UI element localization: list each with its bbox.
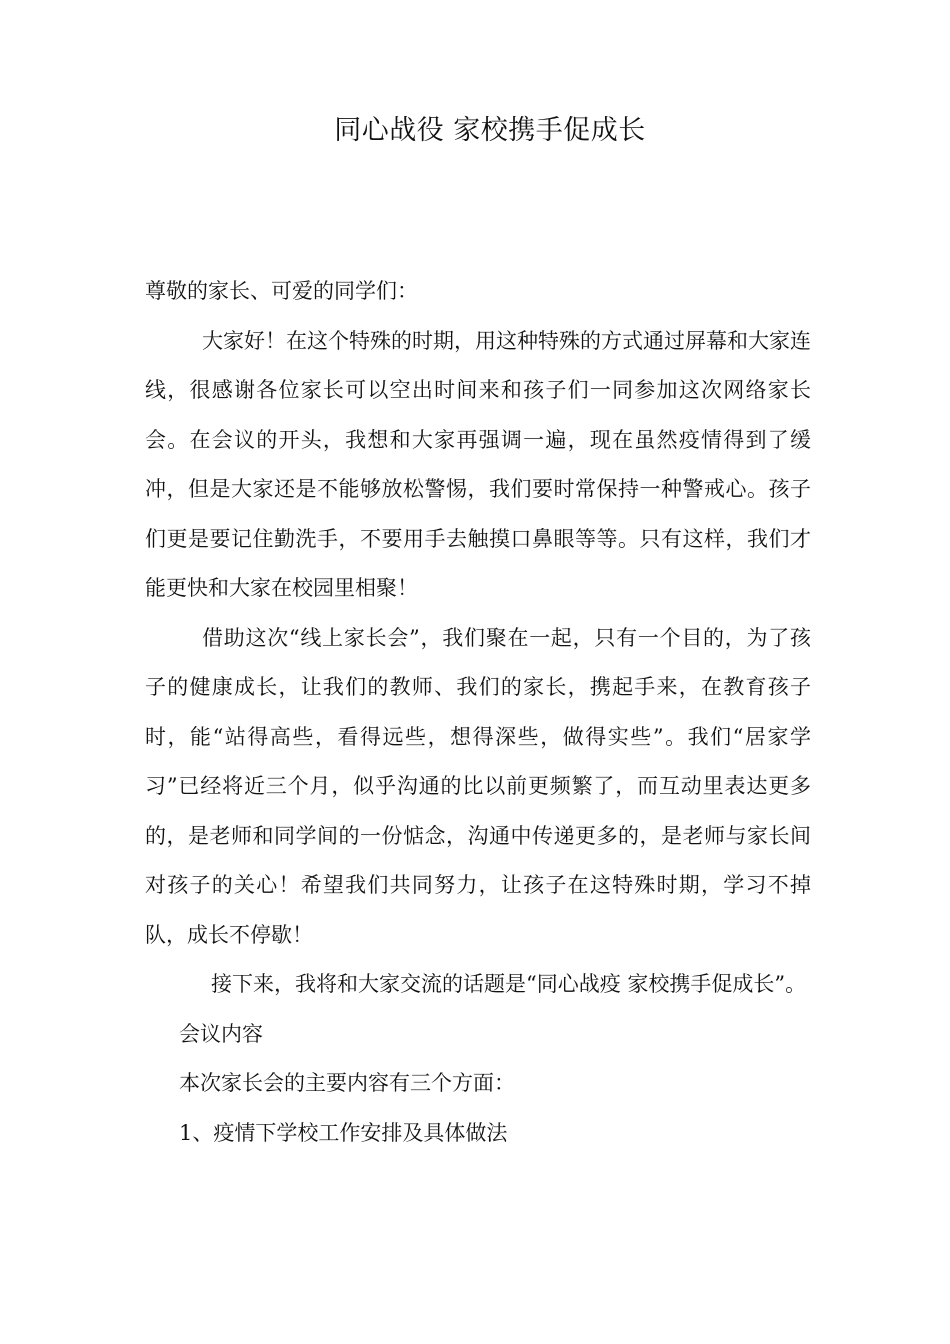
document-body xyxy=(145,267,811,1158)
list-item: 1、疫情下学校工作安排及具体做法 xyxy=(179,1120,508,1145)
document-title: 同心战役 家校携手促成长 xyxy=(334,115,646,146)
section-heading: 会议内容 xyxy=(179,1021,263,1046)
paragraph-3: 接下来，我将和大家交流的话题是“同心战疫 家校携手促成长”。 xyxy=(211,972,807,996)
paragraph-1: 大家好！在这个特殊的时期，用这种特殊的方式通过屏幕和大家连线，很感谢各位家长可以空出时间来和孩子们一同参加这次网络家长会。在会议的开头，我想和大家再强调一遍，现在虽然疫情得到了缓冲，但是大家还是不能够放松警惕，我们要时常保持一种警戒心。孩子们更是要记住勤洗手，不要用手去触摸口鼻眼等等。只有这样，我们才能更快和大家在校园里相聚！ xyxy=(145,328,811,600)
greeting-line: 尊敬的家长、可爱的同学们： xyxy=(145,279,418,303)
intro-line: 本次家长会的主要内容有三个方面： xyxy=(179,1071,515,1095)
paragraph-2: 借助这次“线上家长会”，我们聚在一起，只有一个目的，为了孩子的健康成长，让我们的教师、我们的家长，携起手来，在教育孩子时，能“站得高些，看得远些，想得深些，做得实些”。我们“居家学习”已经将近三个月，似乎沟通的比以前更频繁了，而互动里表达更多的，是老师和同学间的一份惦念，沟通中传递更多的，是老师与家长间对孩子的关心！希望我们共同努力，让孩子在这特殊时期，学习不掉队，成长不停歇！ xyxy=(145,625,811,947)
